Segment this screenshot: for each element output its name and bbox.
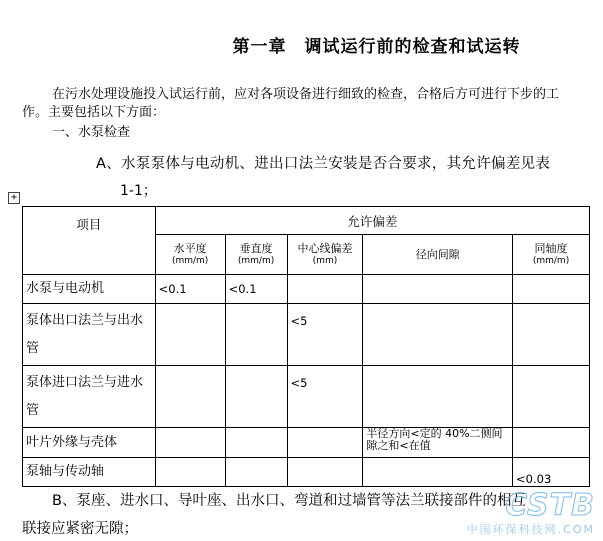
cell-value	[225, 458, 287, 487]
cell-value	[363, 275, 513, 304]
cell-value	[155, 304, 225, 366]
chapter-title: 第一章 调试运行前的检查和试运转	[232, 37, 521, 57]
row-item: 泵体进口法兰与进水管	[23, 366, 156, 428]
cell-value	[225, 304, 287, 366]
cell-value: <5	[287, 366, 363, 428]
item-b-line2: 联接应紧密无隙；	[22, 521, 138, 537]
cell-value	[363, 458, 513, 487]
cell-value: <0.03	[513, 458, 590, 487]
cell-value	[155, 428, 225, 458]
move-handle-icon[interactable]: +	[8, 192, 20, 204]
cell-value	[287, 275, 363, 304]
subheader-centerline: 中心线偏差 (mm)	[287, 235, 363, 275]
tolerance-table	[22, 206, 590, 487]
cell-value: <5	[287, 304, 363, 366]
table-row	[23, 458, 590, 487]
cell-value: 半径方向<定的 40%二侧间隙之和<在值	[363, 428, 513, 458]
cell-value: <0.1	[155, 275, 225, 304]
table-row	[23, 304, 590, 366]
row-item: 泵轴与传动轴	[23, 458, 156, 487]
subheader-radial-clearance: 径向间隙	[363, 235, 513, 275]
cell-value	[363, 366, 513, 428]
row-item: 泵体出口法兰与出水管	[23, 304, 156, 366]
intro-paragraph: 在污水处理设施投入试运行前，应对各项设备进行细致的检查，合格后方可进行下步的工作。主要包括以下方面：	[22, 87, 560, 120]
cell-value	[287, 458, 363, 487]
item-a-line1: A、水泵泵体与电动机、进出口法兰安装是否合要求，其允许偏差见表	[96, 156, 551, 172]
cell-value	[513, 275, 590, 304]
item-a-line2: 1-1；	[120, 183, 157, 199]
section-heading: 一、水泵检查	[52, 125, 131, 140]
cell-value	[287, 428, 363, 458]
subheader-levelness: 水平度 (mm/m)	[155, 235, 225, 275]
cell-value	[513, 428, 590, 458]
item-b-line1: B、泵座、进水口、导叶座、出水口、弯道和过墙管等法兰联接部件的相互	[52, 493, 526, 509]
header-item: 项目	[23, 207, 156, 275]
cell-value	[363, 304, 513, 366]
subheader-coaxiality: 同轴度 (mm/m)	[513, 235, 590, 275]
watermark-text: 中国环保科技网.COM	[466, 523, 595, 536]
cell-value	[513, 366, 590, 428]
site-watermark	[466, 488, 595, 537]
table-row	[23, 366, 590, 428]
cell-value	[225, 366, 287, 428]
cell-value	[513, 304, 590, 366]
watermark-logo: CSTB	[505, 488, 595, 523]
cell-value	[155, 366, 225, 428]
subheader-verticality: 垂直度 (mm/m)	[225, 235, 287, 275]
cell-value	[225, 428, 287, 458]
cell-value: <0.1	[225, 275, 287, 304]
row-item: 水泵与电动机	[23, 275, 156, 304]
table-row	[23, 428, 590, 458]
table-row	[23, 275, 590, 304]
header-tolerance: 允许偏差	[155, 207, 589, 235]
row-item: 叶片外缘与壳体	[23, 428, 156, 458]
cell-value	[155, 458, 225, 487]
